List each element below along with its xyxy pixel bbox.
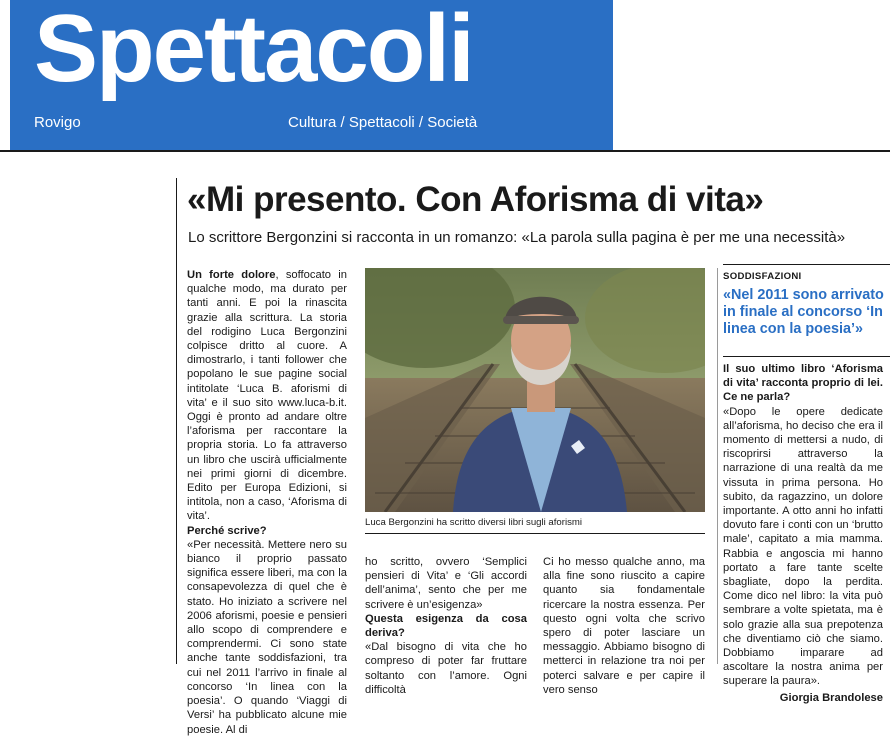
sidebar-top-rule (723, 264, 890, 265)
answer-1-continued: ho scritto, ovvero ‘Semplici pensieri di Vita’ e ‘Gli accordi dell’anima’, sento che per me scrivere è un’esigenza» (365, 556, 527, 611)
section-banner (10, 0, 613, 150)
answer-2-continued: Ci ho messo qualche anno, ma alla fine sono riuscito a capire quanto sia fondamentale ricercare la nostra essenza. Per questo ogni volta che scrivo spero di poter lasciare un messaggio. Abbiamo bisogno di metterci in relazione tra noi per poterci salvare e per capire il vero senso (543, 556, 705, 696)
sidebar-question: Il suo ultimo libro ‘Aforisma di vita’ racconta proprio di lei. Ce ne parla? (723, 363, 883, 404)
sidebar-title-rule (723, 356, 890, 357)
portrait-photo-image (365, 268, 705, 512)
caption-rule (365, 533, 705, 534)
header-rule (0, 150, 890, 152)
answer-1: «Per necessità. Mettere nero su bianco il proprio passato significa essere liberi, ma con la consapevolezza di quel che è stato. Ho iniziato a scrivere nel 2006 aforismi, poesie e pensieri allo scopo di comprendere e comprendermi. Ci sono state anche tante soddisfazioni, tra cui nel 2011 l’arrivo in finale al concorso ‘In linea con la poesia’. O quando ‘Viaggi di Versi’ ha pubblicato alcune mie poesie. Al di (187, 538, 347, 736)
lead-bold: Un forte dolore (187, 269, 276, 281)
photo-caption: Luca Bergonzini ha scritto diversi libri sugli aforismi (365, 517, 583, 528)
article-column-2 (365, 555, 527, 697)
sidebar-answer: «Dopo le opere dedicate all’aforisma, ho deciso che era il momento di mettersi a nudo, di riscoprirsi attraverso la narrazione di una realtà da me vissuta in prima persona. Ho subito, da ragazzino, un dolore importante. A otto anni ho infatti dovuto fare i conti con un ‘brutto male’, capitato a mia mamma. Rabbia e angoscia mi hanno portato a fare tante scelte sbagliate, dopo la perdita. Come dico nel libro: la vita può sembrare a volte spietata, ma è solo grazie alla sua prepotenza che diventiamo ciò che siamo. Dobbiamo imparare ad ascoltare la nostra anima per superare la paura». (723, 405, 883, 688)
lead-rest: , soffocato in qualche modo, ma durato per tanti anni. E poi la rinascita grazie alla scrittura. La storia del rodigino Luca Bergonzini colpisce dritto al cuore. A dimostrarlo, i tanti follower che popolano le sue pagine social intitolate ‘Luca B. aforismi di vita’ e il suo sito www.luca-b.it. Oggi è pronto ad andare oltre l’aforisma per raccontare la propria storia. Lo fa attraverso un libro che uscirà ufficialmente nei primi giorni di dicembre. Edito per Europa Edizioni, si intitola, non a caso, ‘Aforisma di vita’. (187, 269, 347, 523)
article-column-3 (543, 555, 705, 697)
sidebar-title: «Nel 2011 sono arrivato in finale al concorso ‘In linea con la poesia’» (723, 287, 884, 337)
article-column-1 (187, 268, 347, 737)
author-byline: Giorgia Brandolese (779, 691, 883, 704)
answer-2: «Dal bisogno di vita che ho compreso di poter far fruttare soltanto con l’amore. Ogni difficoltà (365, 641, 527, 696)
city-label: Rovigo (34, 114, 81, 131)
sidebar-column (723, 362, 883, 705)
question-1: Perché scrive? (187, 524, 267, 537)
article-headline: «Mi presento. Con Aforisma di vita» (187, 180, 764, 219)
sidebar-rule (717, 268, 718, 664)
left-column-rule (176, 178, 177, 664)
sidebar-kicker: SODDISFAZIONI (723, 271, 802, 282)
section-title: Spettacoli (34, 0, 473, 102)
section-path: Cultura / Spettacoli / Società (288, 114, 478, 131)
article-photo (365, 268, 705, 512)
question-2: Questa esigenza da cosa deriva? (365, 612, 527, 640)
lead-paragraph (187, 268, 347, 524)
article-subhead: Lo scrittore Bergonzini si racconta in un romanzo: «La parola sulla pagina è per me una necessità» (188, 229, 846, 246)
